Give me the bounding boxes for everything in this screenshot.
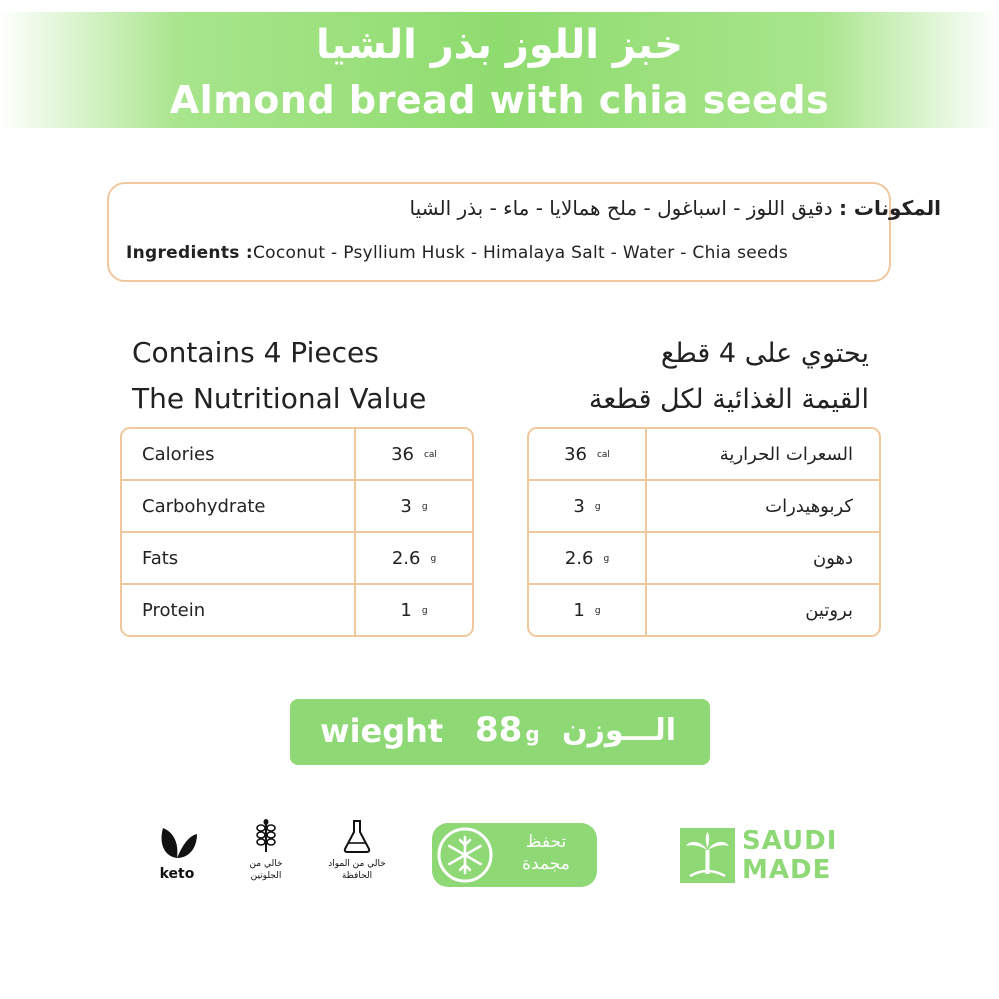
nutrient-value: 36 cal [529,429,647,481]
keep-frozen-label: تحفظ مجمدة [522,832,570,874]
nutrient-value: 3 g [529,481,647,533]
ingredients-english-text: Coconut - Psyllium Husk - Himalaya Salt - Water - Chia seeds [253,243,789,263]
weight-bar [290,699,710,765]
ingredients-english [126,243,788,263]
table-row [122,533,472,585]
nutrient-label: Protein [142,599,206,621]
nutrition-table-ar [527,427,881,637]
nutrition-heading-ar: القيمة الغذائية لكل قطعة [588,384,869,415]
weight-label-en: wieght [320,712,444,750]
preservative-free-label: خالي من المواد الحافظة [328,859,386,881]
table-row [122,481,472,533]
gluten-free-badge [237,818,295,882]
table-row [529,585,879,635]
weight-label-ar: الـــوزن [562,713,676,748]
keto-badge [148,818,206,882]
preservative-free-badge [318,818,396,882]
ingredients-english-label: Ingredients : [126,243,254,263]
table-row [529,429,879,481]
wheat-icon [253,818,279,854]
nutrition-heading-en: The Nutritional Value [132,382,427,415]
nutrient-value: 2.6 g [529,533,647,585]
title-arabic: خبز اللوز بذر الشيا [316,22,683,68]
table-row [122,585,472,635]
nutrient-label: السعرات الحرارية [647,429,879,481]
nutrient-label: دهون [647,533,879,585]
ingredients-arabic-text: دقيق اللوز - اسباغول - ملح همالايا - ماء - بذر الشيا [409,196,833,220]
nutrient-value: 3 g [354,481,472,533]
ingredients-arabic [410,196,941,220]
table-row [122,429,472,481]
nutrient-label: Calories [122,429,354,481]
palm-swords-icon [680,828,735,883]
nutrient-label: Fats [122,533,354,585]
pieces-heading-ar: يحتوي على 4 قطع [660,338,869,369]
snowflake-icon [436,826,494,884]
title-english: Almond bread with chia seeds [169,78,830,122]
brand-line-2: MADE [742,855,832,885]
nutrition-table-en [120,427,474,637]
table-row [529,533,879,585]
keto-label: keto [159,866,195,882]
flask-icon [342,818,372,854]
nutrient-value: 2.6 g [354,533,472,585]
nutrient-label: Carbohydrate [122,481,354,533]
nutrient-value: 36 cal [354,429,472,481]
nutrient-label: بروتين [805,599,853,621]
table-row [529,481,879,533]
keep-frozen-badge [432,823,597,887]
gluten-free-label: خالي من الجلوتين [249,859,283,881]
leaf-icon [155,818,199,862]
pieces-heading-en: Contains 4 Pieces [132,336,379,369]
nutrient-value: 1 g [529,585,647,635]
brand-line-1: SAUDI [742,826,838,856]
nutrient-value: 1 g [354,585,472,635]
nutrient-label: كربوهيدرات [647,481,879,533]
ingredients-arabic-label: المكونات : [838,196,941,220]
weight-value: 88 g [475,710,540,750]
